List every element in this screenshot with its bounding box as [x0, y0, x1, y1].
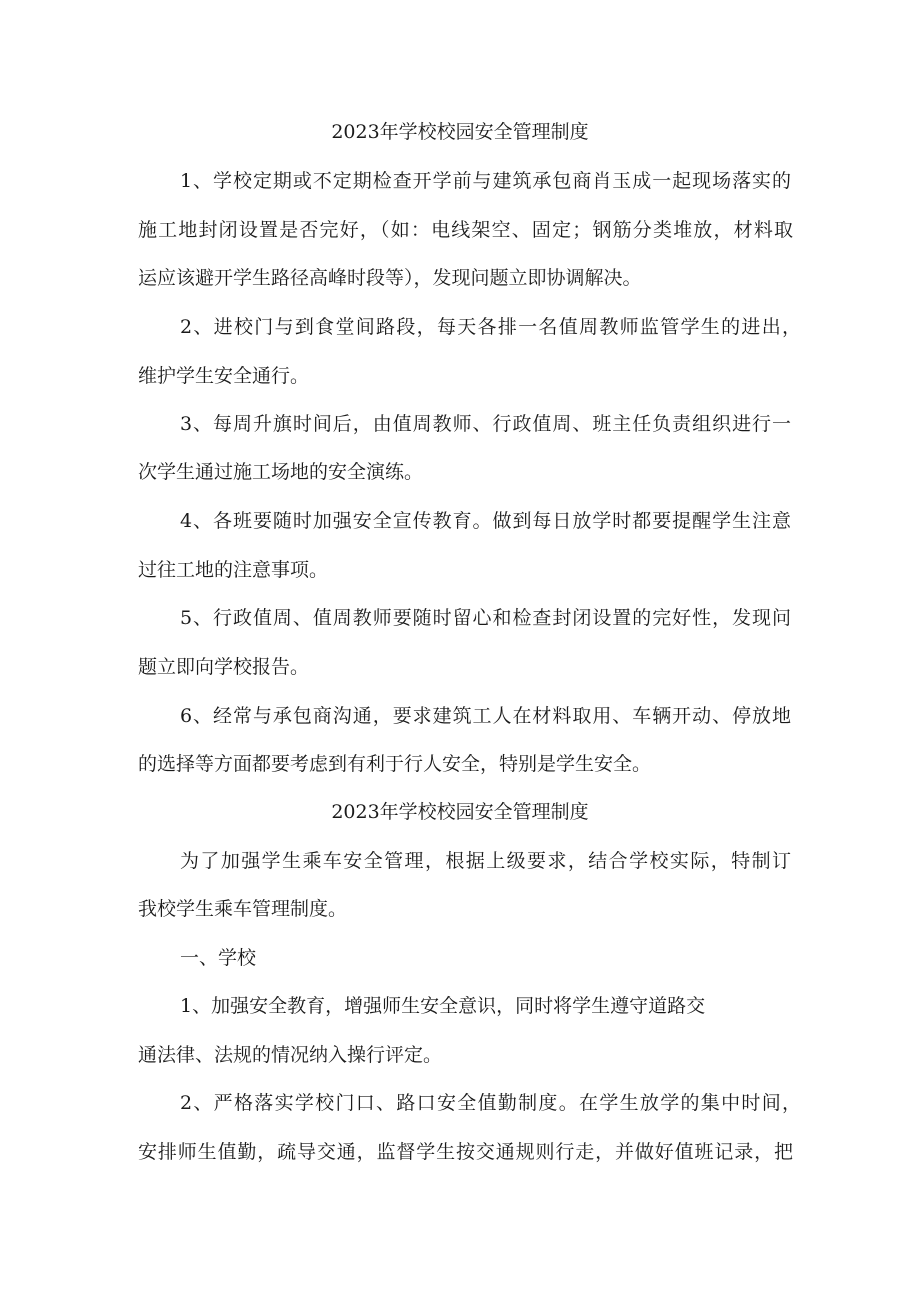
paragraph-line: 安排师生值勤，疏导交通，监督学生按交通规则行走，并做好值班记录，把 [138, 1141, 793, 1163]
paragraph-line: 运应该避开学生路径高峰时段等），发现问题立即协调解决。 [138, 267, 642, 289]
paragraph-line: 3、每周升旗时间后，由值周教师、行政值周、班主任负责组织进行一 [180, 413, 791, 435]
paragraph-line: 我校学生乘车管理制度。 [138, 898, 348, 920]
paragraph-line: 5、行政值周、值周教师要随时留心和检查封闭设置的完好性，发现问 [180, 607, 791, 629]
paragraph-line: 过往工地的注意事项。 [138, 559, 329, 581]
paragraph-line: 题立即向学校报告。 [138, 656, 310, 678]
paragraph-line: 次学生通过施工场地的安全演练。 [138, 461, 424, 483]
paragraph-line: 通法律、法规的情况纳入操行评定。 [138, 1044, 443, 1066]
paragraph-line: 2、严格落实学校门口、路口安全值勤制度。在学生放学的集中时间， [180, 1092, 801, 1114]
paragraph-line: 4、各班要随时加强安全宣传教育。做到每日放学时都要提醒学生注意 [180, 510, 791, 532]
paragraph-line: 施工地封闭设置是否完好，（如：电线架空、固定；钢筋分类堆放，材料取 [138, 219, 793, 241]
paragraph-line: 为了加强学生乘车安全管理，根据上级要求，结合学校实际，特制订 [180, 850, 791, 872]
paragraph-line: 1、加强安全教育，增强师生安全意识，同时将学生遵守道路交 [180, 995, 706, 1017]
paragraph-line: 维护学生安全通行。 [138, 365, 310, 387]
paragraph-line: 6、经常与承包商沟通，要求建筑工人在材料取用、车辆开动、停放地 [180, 705, 791, 727]
section-heading: 一、学校 [180, 947, 257, 969]
paragraph-line: 1、学校定期或不定期检查开学前与建筑承包商肖玉成一起现场落实的 [180, 170, 791, 192]
document-title: 2023年学校校园安全管理制度 [331, 121, 589, 143]
paragraph-line: 2、进校门与到食堂间路段，每天各排一名值周教师监管学生的进出， [180, 316, 801, 338]
document-title: 2023年学校校园安全管理制度 [331, 801, 589, 823]
paragraph-line: 的选择等方面都要考虑到有利于行人安全，特别是学生安全。 [138, 753, 652, 775]
